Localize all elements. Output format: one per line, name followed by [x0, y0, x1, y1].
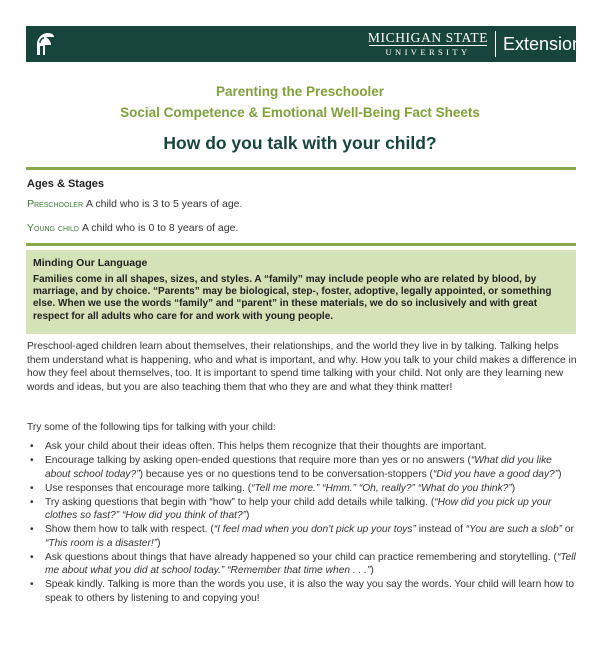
- tip-text: ) because yes or no questions tend to be conversation-stoppers (: [139, 468, 433, 480]
- tip-example: “Tell me more.” “Hmm.” “Oh, really?” “What do you think?”: [251, 482, 512, 494]
- list-item: [27, 523, 577, 550]
- series-title: Parenting the Preschooler: [215, 84, 385, 99]
- tip-example: “Tell me about what you did at school today.” “Remember that time when . . .”: [45, 551, 576, 576]
- msu-wordmark: [367, 31, 489, 57]
- tip-text: Show them how to talk with respect. (: [45, 524, 214, 535]
- section-divider-top: [26, 167, 576, 170]
- tip-text: Encourage talking by asking open-ended questions that require more than yes or no answers (: [45, 455, 471, 466]
- bullet-icon: •: [30, 496, 34, 508]
- tip-text: ): [511, 482, 516, 494]
- series-subtitle: Social Competence & Emotional Well-Being Fact Sheets: [120, 105, 480, 120]
- tip-example: “How did you pick up your clothes so fast?” “How did you think of that?”: [45, 496, 552, 521]
- bullet-icon: •: [30, 579, 34, 590]
- intro-paragraph: Preschool-aged children learn about themselves, their relationships, and the world they live in by talking. Talking helps them understand what is happening, who and what is important, and why. How you talk to your child makes a difference in how they feel about themselves, too. It is important to spend time talking with your child. Not only are they learning new words and ideas, but you are also teaching them that who they are and what they think matter!: [27, 341, 577, 393]
- tip-text: Ask your child about their ideas often. This helps them recognize that their thoughts are important.: [45, 441, 487, 452]
- age-definition-preschooler: [27, 198, 242, 210]
- age-term: Young child: [27, 222, 79, 234]
- tips-intro: Try some of the following tips for talking with your child:: [27, 422, 276, 433]
- tip-text: Try asking questions that begin with “how” to help your child add details while talking. (: [45, 496, 435, 508]
- age-term: Preschooler: [27, 198, 84, 210]
- list-item: [27, 496, 577, 523]
- list-item: [27, 578, 577, 605]
- bullet-icon: •: [30, 551, 34, 563]
- tip-text: Speak kindly. Talking is more than the words you use, it is also the way you say the words. Your child will learn how to speak to others by listening to and copying you!: [45, 579, 575, 604]
- university-name-top: MICHIGAN STATE: [367, 30, 489, 45]
- tip-text: ): [558, 468, 562, 480]
- list-item: [27, 440, 577, 454]
- section-divider-bottom: [26, 243, 576, 246]
- language-note-body: Families come in all shapes, sizes, and styles. A “family” may include people who are related by blood, by marriage, and by choice. “Parents” may be biological, step-, foster, adoptive, legally appointed, or something else. When we use the words “family” and “parent” in these materials, we do so inclusively and with great respect for all adults who care for and work with young people.: [33, 274, 552, 322]
- bullet-icon: •: [30, 482, 34, 494]
- tip-example: “This room is a disaster!”: [45, 537, 158, 549]
- list-item: [27, 551, 577, 578]
- spartan-helmet-icon: [34, 31, 56, 57]
- language-note-heading: Minding Our Language: [33, 257, 148, 269]
- ages-heading: Ages & Stages: [27, 178, 105, 190]
- bullet-icon: •: [30, 524, 34, 535]
- tip-example: “What did you like about school today?”: [45, 455, 552, 480]
- language-note-box: [26, 250, 576, 334]
- list-item: [27, 482, 577, 496]
- bullet-icon: •: [30, 455, 34, 466]
- university-name-bottom: UNIVERSITY: [385, 47, 471, 57]
- age-definition-young-child: [27, 222, 238, 234]
- tip-text: ): [157, 537, 161, 549]
- header-banner: [26, 26, 583, 62]
- age-definition-text: A child who is 3 to 5 years of age.: [86, 198, 243, 210]
- tip-example: “I feel mad when you don’t pick up your toys”: [213, 524, 416, 535]
- header-divider: [495, 31, 496, 57]
- tip-text: or: [562, 524, 574, 535]
- tip-example: “You are such a slob”: [465, 524, 563, 535]
- tip-example: “Did you have a good day?”: [432, 468, 559, 480]
- unit-name: Extension: [503, 34, 583, 54]
- tip-text: Ask questions about things that have already happened so your child can practice remembering and storytelling. (: [45, 551, 557, 563]
- bullet-icon: •: [30, 441, 34, 452]
- tips-list: [27, 440, 577, 606]
- tip-text: ): [370, 565, 374, 576]
- page-title: How do you talk with your child?: [163, 133, 437, 153]
- tip-text: instead of: [415, 524, 466, 535]
- tip-text: Use responses that encourage more talking. (: [45, 482, 252, 494]
- list-item: [27, 454, 577, 481]
- age-definition-text: A child who is 0 to 8 years of age.: [81, 222, 239, 234]
- tip-text: ): [246, 510, 250, 521]
- wordmark-rule: [369, 45, 487, 46]
